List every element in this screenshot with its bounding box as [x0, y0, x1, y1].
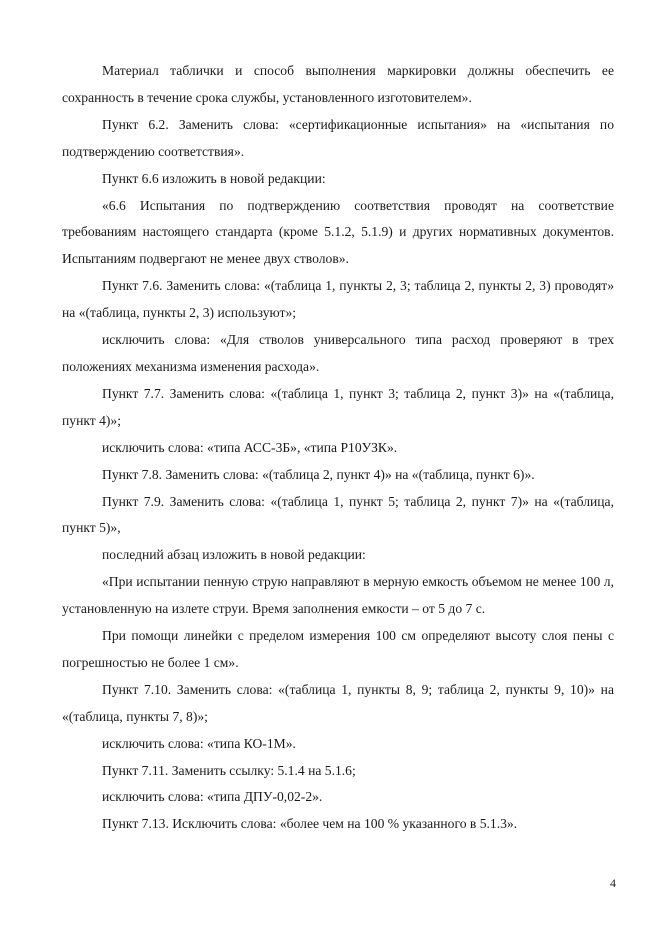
paragraph-6: исключить слова: «Для стволов универсального типа расход проверяют в трех положениях механизма изменения расхода». [62, 332, 614, 374]
paragraph-15: исключить слова: «типа КО-1М». [102, 735, 296, 751]
paragraph-14: Пункт 7.10. Заменить слова: «(таблица 1, пункты 8, 9; таблица 2, пункты 9, 10)» на «(таблица, пункты 7, 8)»; [62, 681, 614, 724]
paragraph-2: Пункт 6.2. Заменить слова: «сертификационные испытания» на «испытания по подтверждению соответствия». [62, 116, 614, 159]
paragraph-18: Пункт 7.13. Исключить слова: «более чем на 100 % указанного в 5.1.3». [102, 816, 518, 832]
paragraph-8: исключить слова: «типа АСС-3Б», «типа Р10УЗК». [102, 439, 398, 455]
paragraph-5: Пункт 7.6. Заменить слова: «(таблица 1, пункты 2, 3; таблица 2, пункты 2, 3) проводят» на «(таблица, пункты 2, 3) используют»; [62, 278, 614, 321]
paragraph-16: Пункт 7.11. Заменить ссылку: 5.1.4 на 5.1.6; [102, 762, 356, 778]
paragraph-12: «При испытании пенную струю направляют в мерную емкость объемом не менее 100 л, установленную на излете струи. Время заполнения емкости – от 5 до 7 с. [62, 574, 614, 617]
paragraph-17: исключить слова: «типа ДПУ-0,02-2». [102, 789, 323, 805]
page-number: 4 [610, 876, 616, 890]
paragraph-1: Материал таблички и способ выполнения маркировки должны обеспечить ее сохранность в течение срока службы, установленного изготовителем». [62, 63, 614, 105]
paragraph-9: Пункт 7.8. Заменить слова: «(таблица 2, пункт 4)» на «(таблица, пункт 6)». [102, 466, 535, 482]
paragraph-10: Пункт 7.9. Заменить слова: «(таблица 1, пункт 5; таблица 2, пункт 7)» на «(таблица, пункт 5)», [62, 493, 614, 536]
paragraph-11: последний абзац изложить в новой редакции: [102, 547, 366, 563]
paragraph-7: Пункт 7.7. Заменить слова: «(таблица 1, пункт 3; таблица 2, пункт 3)» на «(таблица, пункт 4)»; [62, 385, 614, 428]
paragraph-4: «6.6 Испытания по подтверждению соответствия проводят на соответствие требованиям настоящего стандарта (кроме 5.1.2, 5.1.9) и других нормативных документов. Испытаниям подвергают не менее двух стволов». [62, 197, 614, 267]
paragraph-3: Пункт 6.6 изложить в новой редакции: [102, 170, 326, 186]
paragraph-13: При помощи линейки с пределом измерения 100 см определяют высоту слоя пены с погрешностью не более 1 см». [62, 628, 614, 670]
document-body [62, 58, 614, 838]
